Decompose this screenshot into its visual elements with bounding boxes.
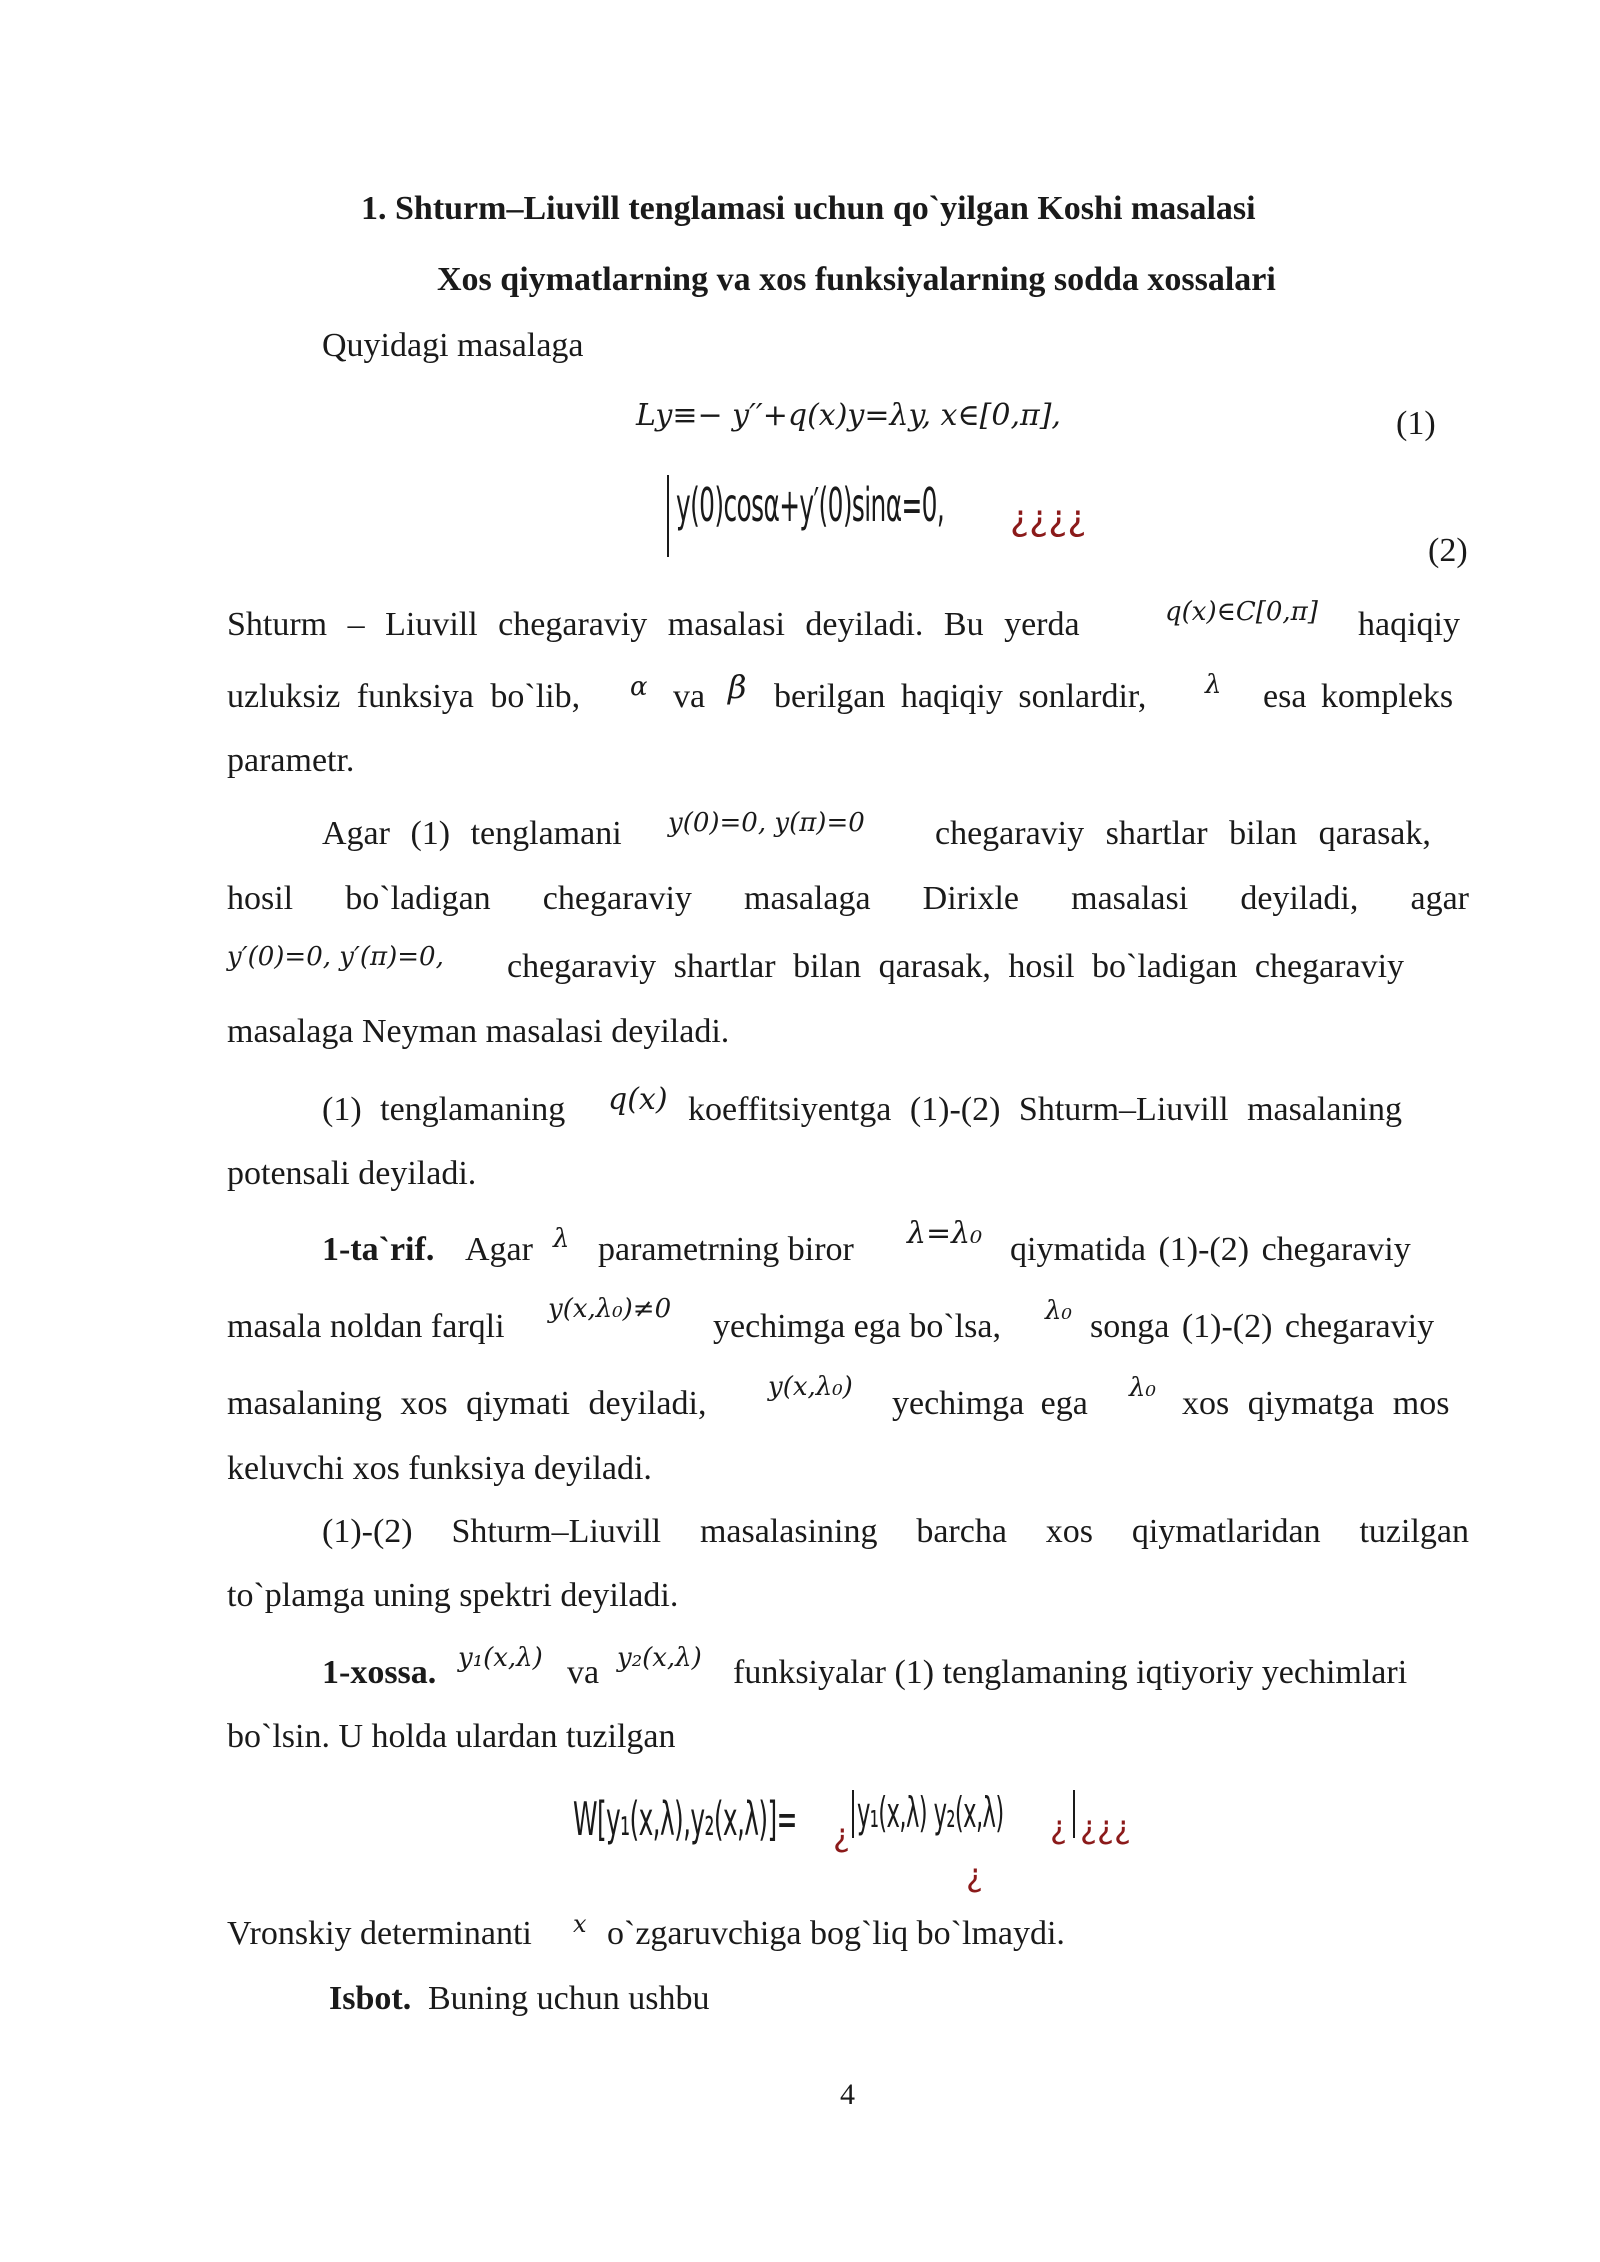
def1-math-nonzero: y(x,λ₀)≠0 bbox=[548, 1294, 672, 1324]
section-heading: 1. Shturm–Liuvill tenglamasi uchun qo`yilgan Koshi masalasi bbox=[361, 190, 1256, 227]
p1-va: va bbox=[673, 678, 706, 715]
p2-line3b: chegaraviy shartlar bilan qarasak, hosil bo`ladigan chegaraviy bbox=[507, 948, 1405, 985]
wronskian-formula: W[y₁(x,λ),y₂(x,λ)]= bbox=[573, 1792, 797, 1846]
def1-line3a: masalaning xos qiymati deyiladi, bbox=[227, 1385, 707, 1422]
def1-line1a: Agar bbox=[465, 1231, 533, 1268]
def1-line2a: masala noldan farqli bbox=[227, 1308, 505, 1345]
lambda-symbol: λ bbox=[1205, 670, 1222, 700]
equation-2-garbled: ¿¿¿¿ bbox=[1010, 498, 1087, 539]
eq3-garbled-d: ¿ bbox=[966, 1856, 983, 1894]
p2-line1a: Agar (1) tenglamani bbox=[322, 815, 622, 852]
equation-2-formula: y(0)cosα+y′(0)sinα=0, bbox=[676, 478, 945, 532]
det-right-bar bbox=[1073, 1790, 1075, 1838]
eq3-garbled-b: ¿ bbox=[1050, 1808, 1067, 1846]
p1-line2b: berilgan haqiqiy sonlardir, bbox=[774, 678, 1147, 715]
proof-text: Buning uchun ushbu bbox=[428, 1980, 710, 2017]
beta-symbol: β bbox=[728, 668, 747, 706]
p3-line2: potensali deyiladi. bbox=[227, 1155, 477, 1192]
p1-line1-end: haqiqiy bbox=[1358, 606, 1460, 643]
p1-line1 bbox=[227, 606, 1080, 644]
prop1-line1b: funksiyalar (1) tenglamaning iqtiyoriy yechimlari bbox=[733, 1654, 1408, 1691]
p1-math-q: q(x)∈C[0,π] bbox=[1165, 597, 1318, 627]
equation-1: Ly≡− y′′+q(x)y=λy, x∈[0,π], bbox=[636, 398, 1061, 433]
def1-line1b: parametrning biror bbox=[598, 1231, 854, 1268]
p2-math-dirichlet: y(0)=0, y(π)=0 bbox=[668, 808, 865, 838]
p4-line1-text: (1)-(2) Shturm–Liuvill masalasining barcha xos qiymatlaridan tuzilgan bbox=[322, 1513, 1469, 1550]
p1-line2c: esa kompleks bbox=[1263, 678, 1454, 715]
p4-line1 bbox=[322, 1513, 1469, 1551]
p3-line1b: koeffitsiyentga (1)-(2) Shturm–Liuvill masalaning bbox=[688, 1091, 1402, 1128]
p2-line2-text: hosil bo`ladigan chegaraviy masalaga Dirixle masalasi deyiladi, agar bbox=[227, 880, 1469, 917]
determinant-entries: y₁(x,λ) y₂(x,λ) bbox=[857, 1788, 1004, 1837]
property-label: 1-xossa. bbox=[322, 1654, 437, 1691]
p5-x-variable: x bbox=[573, 1910, 587, 1938]
p5-line1b: o`zgaruvchiga bog`liq bo`lmaydi. bbox=[607, 1915, 1065, 1952]
p1-line3: parametr. bbox=[227, 742, 355, 779]
def1-line3b: yechimga ega bbox=[892, 1385, 1088, 1422]
p5-line1a: Vronskiy determinanti bbox=[227, 1915, 532, 1952]
eq3-garbled-c: ¿¿¿ bbox=[1080, 1808, 1131, 1846]
def1-math-eigenfunc: y(x,λ₀) bbox=[768, 1372, 853, 1402]
p4-line2: to`plamga uning spektri deyiladi. bbox=[227, 1577, 679, 1614]
equation-1-number: (1) bbox=[1396, 405, 1436, 442]
p2-line2 bbox=[227, 880, 1469, 918]
prop1-y2: y₂(x,λ) bbox=[617, 1643, 702, 1673]
brace-bar bbox=[667, 475, 669, 557]
subsection-heading: Xos qiymatlarning va xos funksiyalarning sodda xossalari bbox=[437, 261, 1276, 298]
prop1-y1: y₁(x,λ) bbox=[458, 1643, 543, 1673]
proof-label: Isbot. bbox=[329, 1980, 412, 2017]
equation-2-number: (2) bbox=[1428, 532, 1468, 569]
def1-line1c: qiymatida (1)-(2) chegaraviy bbox=[1010, 1231, 1411, 1268]
def1-line4: keluvchi xos funksiya deyiladi. bbox=[227, 1450, 652, 1487]
definition-label: 1-ta`rif. bbox=[322, 1231, 435, 1268]
p1-line1-text: Shturm – Liuvill chegaraviy masalasi deyiladi. Bu yerda bbox=[227, 606, 1080, 643]
def1-line2-lambda0: λ₀ bbox=[1045, 1296, 1072, 1326]
def1-line3c: xos qiymatga mos bbox=[1182, 1385, 1450, 1422]
def1-line3-lambda0: λ₀ bbox=[1129, 1373, 1156, 1403]
eq3-garbled-a: ¿ bbox=[833, 1816, 850, 1854]
page-number: 4 bbox=[840, 2078, 855, 2111]
prop1-va: va bbox=[567, 1654, 600, 1691]
alpha-symbol: α bbox=[630, 672, 648, 702]
prop1-line2: bo`lsin. U holda ulardan tuzilgan bbox=[227, 1718, 676, 1755]
def1-math-lambda0: λ=λ₀ bbox=[907, 1216, 983, 1251]
det-left-bar bbox=[852, 1790, 854, 1838]
p2-line1b: chegaraviy shartlar bilan qarasak, bbox=[935, 815, 1431, 852]
p3-math-q: q(x) bbox=[608, 1082, 668, 1117]
intro-text: Quyidagi masalaga bbox=[322, 327, 584, 364]
p1-line2a: uzluksiz funksiya bo`lib, bbox=[227, 678, 581, 715]
def1-line2c: songa (1)-(2) chegaraviy bbox=[1090, 1308, 1435, 1345]
def1-line2b: yechimga ega bo`lsa, bbox=[713, 1308, 1001, 1345]
p2-math-neumann: y′(0)=0, y′(π)=0, bbox=[227, 942, 444, 972]
p3-line1a: (1) tenglamaning bbox=[322, 1091, 566, 1128]
p2-line4: masalaga Neyman masalasi deyiladi. bbox=[227, 1013, 730, 1050]
def1-lambda: λ bbox=[553, 1224, 570, 1254]
